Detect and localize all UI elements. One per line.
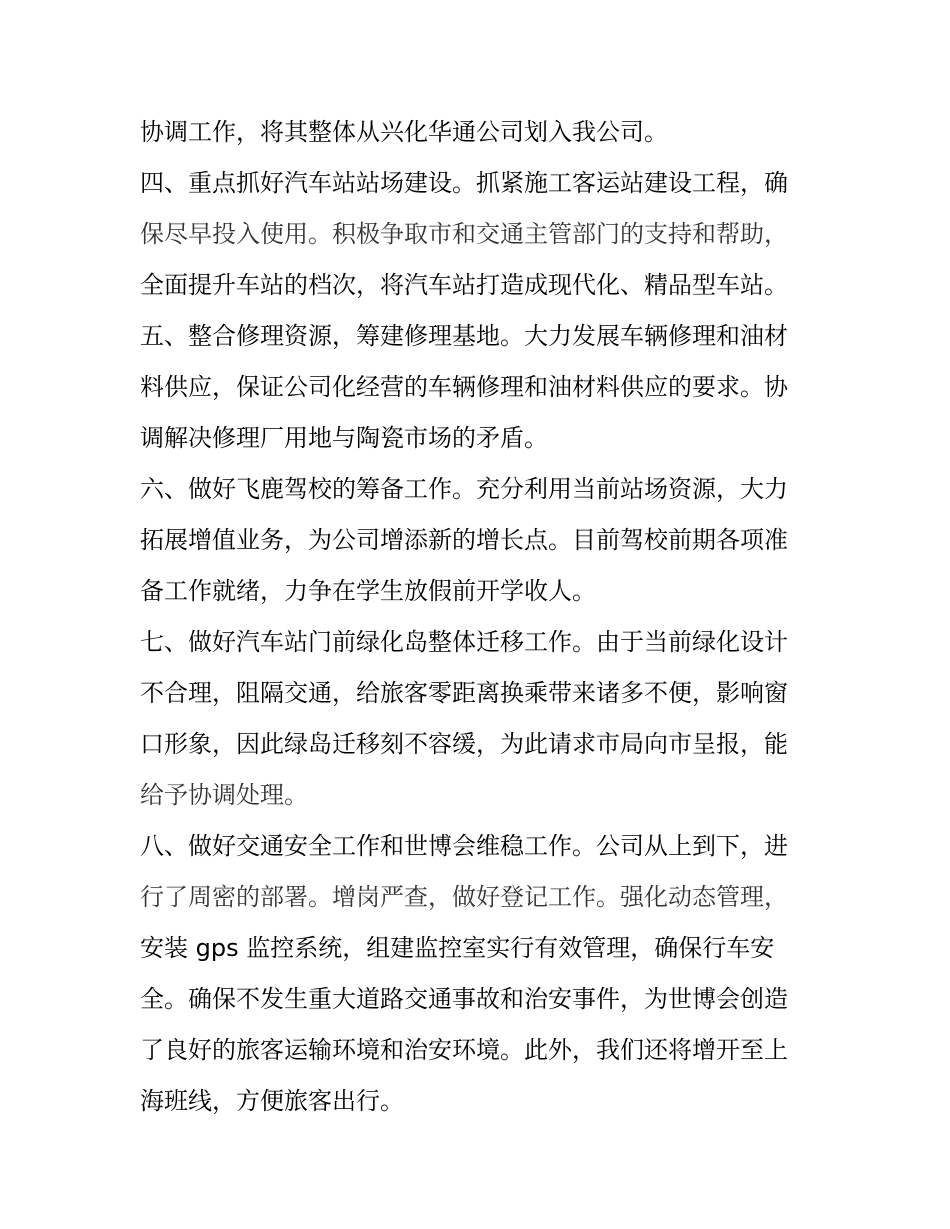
document-body: [140, 107, 812, 1127]
text-line-17: 安装 gps 监控系统，组建监控室实行有效管理，确保行车安: [140, 934, 775, 962]
text-line-8: 六、做好飞鹿驾校的筹备工作。充分利用当前站场资源，大力: [140, 475, 788, 503]
text-line-15: 八、做好交通安全工作和世博会维稳工作。公司从上到下，进: [140, 832, 788, 860]
text-line-18: 全。确保不发生重大道路交通事故和治安事件，为世博会创造: [140, 985, 788, 1013]
text-line-6: 料供应，保证公司化经营的车辆修理和油材料供应的要求。协: [140, 373, 788, 401]
text-line-5: 五、整合修理资源，筹建修理基地。大力发展车辆修理和油材: [140, 322, 788, 350]
text-line-4: 全面提升车站的档次，将汽车站打造成现代化、精品型车站。: [140, 271, 788, 299]
text-line-1: 协调工作，将其整体从兴化华通公司划入我公司。: [140, 118, 668, 146]
text-line-11: 七、做好汽车站门前绿化岛整体迁移工作。由于当前绿化设计: [140, 628, 788, 656]
text-line-7: 调解决修理厂用地与陶瓷市场的矛盾。: [140, 424, 548, 452]
text-line-9: 拓展增值业务，为公司增添新的增长点。目前驾校前期各项准: [140, 526, 788, 554]
text-line-20: 海班线，方便旅客出行。: [140, 1087, 404, 1115]
text-line-3: 保尽早投入使用。积极争取市和交通主管部门的支持和帮助，: [140, 220, 788, 248]
text-line-10: 备工作就绪，力争在学生放假前开学收人。: [140, 577, 596, 605]
text-line-16: 行了周密的部署。增岗严查，做好登记工作。强化动态管理，: [140, 883, 788, 911]
text-line-14: 给予协调处理。: [140, 781, 308, 809]
text-line-13: 口形象，因此绿岛迁移刻不容缓，为此请求市局向市呈报，能: [140, 730, 788, 758]
text-line-19: 了良好的旅客运输环境和治安环境。此外，我们还将增开至上: [140, 1036, 788, 1064]
text-line-2: 四、重点抓好汽车站站场建设。抓紧施工客运站建设工程，确: [140, 169, 788, 197]
text-line-12: 不合理，阻隔交通，给旅客零距离换乘带来诸多不便，影响窗: [140, 679, 788, 707]
